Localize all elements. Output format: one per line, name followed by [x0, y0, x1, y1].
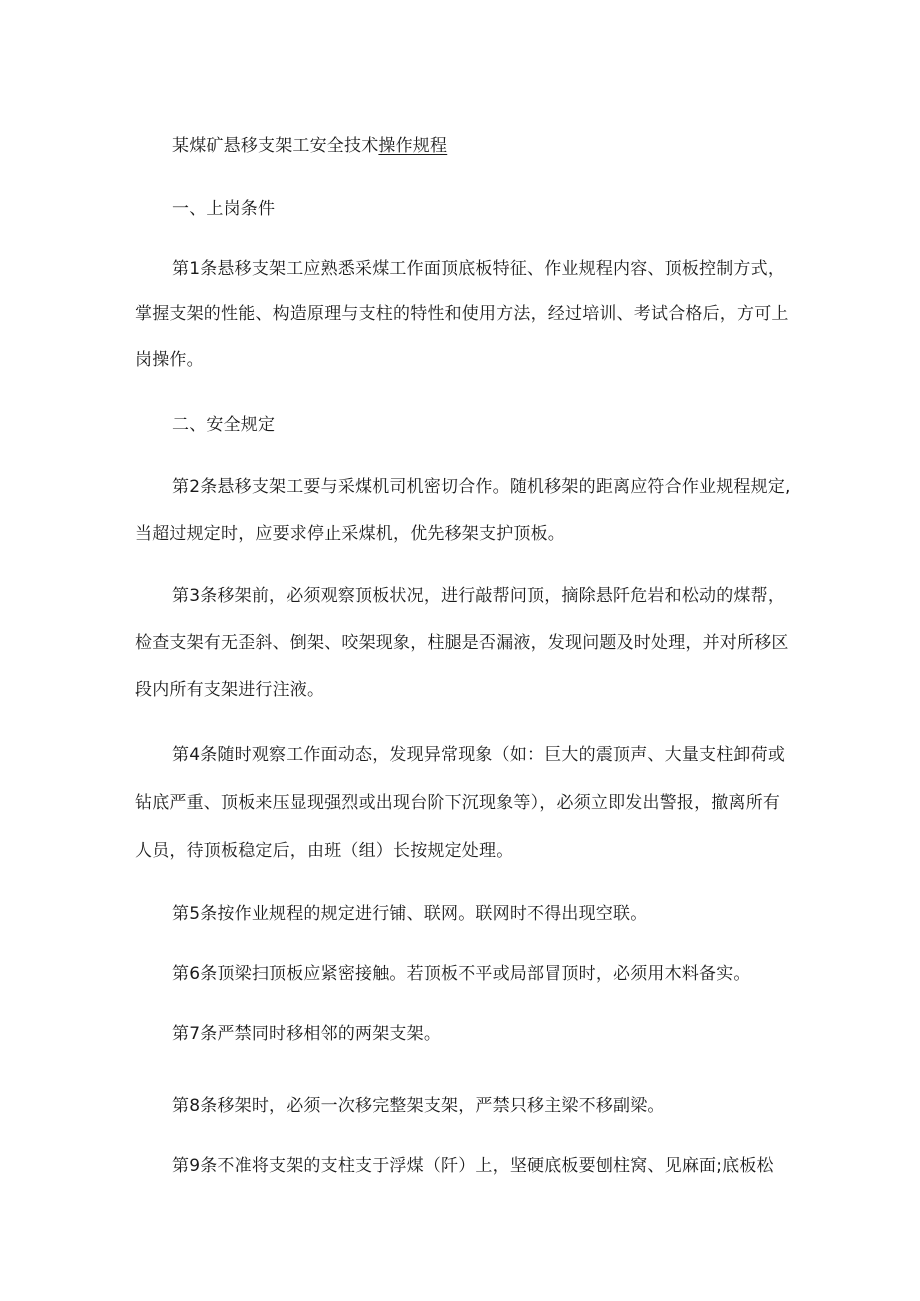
- article-9-line-1: 第9条不准将支架的支柱支于浮煤（阡）上，坚硬底板要刨柱窝、见麻面;底板松: [172, 1156, 774, 1176]
- article-2-line-2: 当超过规定时，应要求停止采煤机，优先移架支护顶板。: [135, 524, 565, 544]
- article-3-line-3: 段内所有支架进行注液。: [135, 680, 325, 700]
- article-2-line-1: 第2条悬移支架工要与采煤机司机密切合作。随机移架的距离应符合作业规程规定,: [172, 477, 791, 497]
- article-6: 第6条顶梁扫顶板应紧密接触。若顶板不平或局部冒顶时，必须用木料备实。: [172, 964, 751, 984]
- document-title: [172, 135, 447, 157]
- document-title-part2: 操作规程: [378, 136, 448, 156]
- article-7: 第7条严禁同时移相邻的两架支架。: [172, 1024, 442, 1044]
- article-5: 第5条按作业规程的规定进行铺、联网。联网时不得出现空联。: [172, 904, 648, 924]
- article-1-line-1: 第1条悬移支架工应熟悉采煤工作面顶底板特征、作业规程内容、顶板控制方式，: [172, 259, 786, 279]
- article-1-line-2: 掌握支架的性能、构造原理与支柱的特性和使用方法，经过培训、考试合格后，方可上: [135, 304, 789, 324]
- article-4-line-2: 钻底严重、顶板来压显现强烈或出现台阶下沉现象等），必须立即发出警报，撤离所有: [135, 793, 781, 813]
- article-3-line-1: 第3条移架前，必须观察顶板状况，进行敲帮问顶，摘除悬阡危岩和松动的煤帮，: [172, 586, 786, 606]
- document-title-part1: 某煤矿悬移支架工安全技术: [172, 136, 379, 156]
- article-4-line-1: 第4条随时观察工作面动态，发现异常现象（如：巨大的震顶声、大量支柱卸荷或: [172, 745, 786, 765]
- article-3-line-2: 检查支架有无歪斜、倒架、咬架现象，柱腿是否漏液，发现问题及时处理，并对所移区: [135, 633, 789, 653]
- section-heading-safety: 二、安全规定: [172, 415, 276, 435]
- article-8: 第8条移架时，必须一次移完整架支架，严禁只移主梁不移副梁。: [172, 1096, 665, 1116]
- article-4-line-3: 人员，待顶板稳定后，由班（组）长按规定处理。: [135, 841, 514, 861]
- article-1-line-3: 岗操作。: [135, 350, 204, 370]
- section-heading-qualifications: 一、上岗条件: [172, 199, 276, 219]
